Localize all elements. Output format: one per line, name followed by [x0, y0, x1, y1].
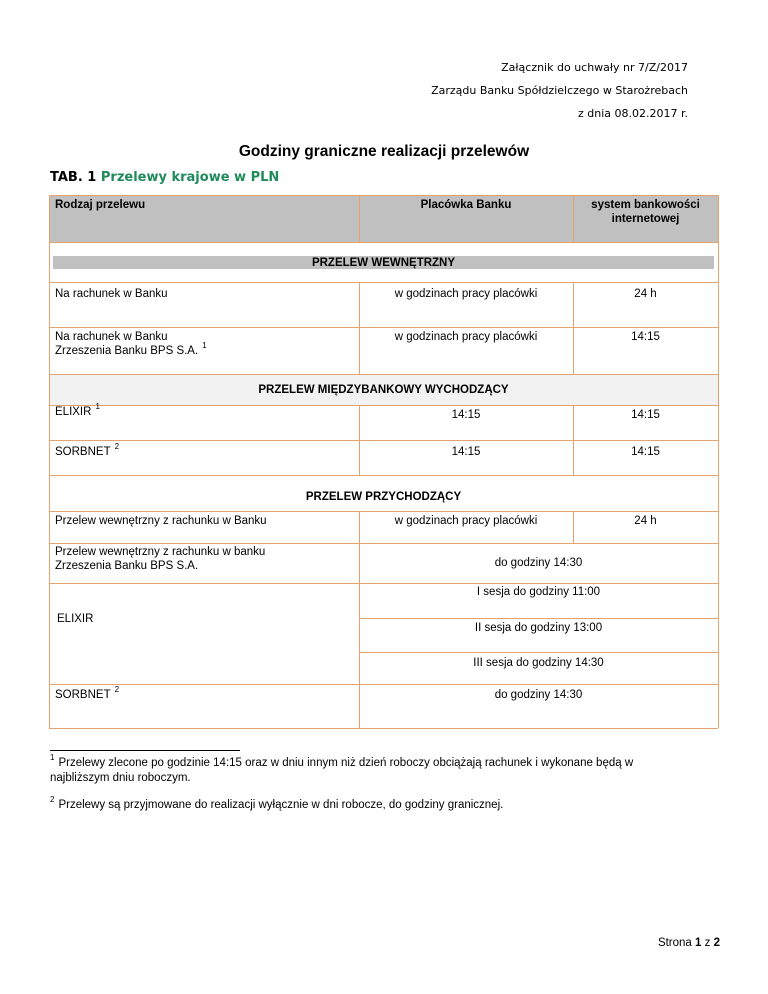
row-incoming-elixir-session2: II sesja do godziny 13:00 — [474, 622, 603, 634]
board-line: Zarządu Banku Spółdzielczego w Starożrebach — [431, 84, 688, 97]
row-incoming-2-value: do godziny 14:30 — [494, 557, 583, 569]
footnote-1-line2: najbliższym dniu roboczym. — [50, 772, 191, 784]
row-incoming-elixir-session1: I sesja do godziny 11:00 — [476, 586, 601, 598]
row-incoming-2-label-line1: Przelew wewnętrzny z rachunku w banku — [55, 546, 266, 558]
row-incoming-elixir-session3: III sesja do godziny 14:30 — [473, 657, 604, 669]
footnote-ref: 2 — [114, 685, 120, 694]
row-internal-2-online: 14:15 — [631, 331, 660, 343]
footnote-ref: 1 — [202, 341, 207, 350]
row-internal-2-label-line1: Na rachunek w Banku — [55, 331, 168, 343]
date-line: z dnia 08.02.2017 r. — [577, 107, 688, 120]
row-internal-1-label: Na rachunek w Banku — [55, 288, 168, 300]
table-prefix: TAB. 1 — [50, 170, 97, 185]
section-internal-title: PRZELEW WEWNĘTRZNY — [311, 257, 456, 269]
row-incoming-1-branch: w godzinach pracy placówki — [394, 515, 538, 527]
row-outgoing-sorbnet-branch: 14:15 — [451, 446, 481, 458]
row-incoming-2-label-line2: Zrzeszenia Banku BPS S.A. — [55, 560, 199, 572]
row-incoming-2-label — [55, 545, 265, 573]
row-outgoing-elixir-branch: 14:15 — [451, 409, 481, 421]
table-name: Przelewy krajowe w PLN — [100, 170, 280, 185]
row-incoming-elixir-label: ELIXIR — [57, 613, 94, 625]
footnote-1-line1: Przelewy zlecone po godzinie 14:15 oraz w dniu innym niż dzień roboczy obciążają rachunek i wykonane będą w — [58, 757, 634, 769]
page-number: Strona 1 z 2 — [657, 937, 720, 949]
table-title — [50, 170, 279, 185]
row-internal-1-branch: w godzinach pracy placówki — [394, 288, 538, 300]
row-internal-2-label — [55, 330, 207, 358]
row-outgoing-elixir-online: 14:15 — [631, 409, 660, 421]
row-outgoing-elixir-label: ELIXIR $^1$ — [55, 402, 100, 418]
footnote-2-number: 2 — [50, 795, 55, 804]
footnote-2 — [50, 795, 720, 813]
row-internal-2-label-line2: Zrzeszenia Banku BPS S.A. $^1$ — [55, 341, 207, 357]
column-header-online-line1: system bankowości — [591, 199, 700, 211]
section-incoming-title: PRZELEW PRZYCHODZĄCY — [305, 491, 462, 503]
row-incoming-1-online: 24 h — [634, 515, 657, 527]
column-header-online-line2: internetowej — [611, 213, 680, 225]
row-internal-2-branch: w godzinach pracy placówki — [394, 331, 538, 343]
document-title: Godziny graniczne realizacji przelewów — [238, 143, 530, 160]
row-internal-1-online: 24 h — [634, 288, 657, 300]
attachment-line: Załącznik do uchwały nr 7/Z/2017 — [501, 61, 688, 74]
row-incoming-1-label: Przelew wewnętrzny z rachunku w Banku — [55, 515, 267, 527]
section-outgoing-title: PRZELEW MIĘDZYBANKOWY WYCHODZĄCY — [258, 384, 509, 396]
footnote-1 — [50, 753, 720, 786]
footnote-2-text: Przelewy są przyjmowane do realizacji wyłącznie w dni robocze, do godziny granicznej. — [58, 799, 504, 811]
column-header-branch: Placówka Banku — [420, 199, 512, 211]
footnote-1-number: 1 — [50, 753, 55, 762]
footnote-ref: 1 — [95, 402, 100, 411]
column-header-online — [573, 198, 718, 226]
row-incoming-sorbnet-value: do godziny 14:30 — [494, 689, 583, 701]
footnote-ref: 2 — [114, 442, 120, 451]
row-incoming-sorbnet-label: SORBNET $^2$ — [55, 685, 120, 701]
row-outgoing-sorbnet-label: SORBNET $^2$ — [55, 442, 120, 458]
row-outgoing-sorbnet-online: 14:15 — [631, 446, 660, 458]
footnote-separator — [50, 750, 240, 751]
column-header-type: Rodzaj przelewu — [55, 199, 146, 211]
